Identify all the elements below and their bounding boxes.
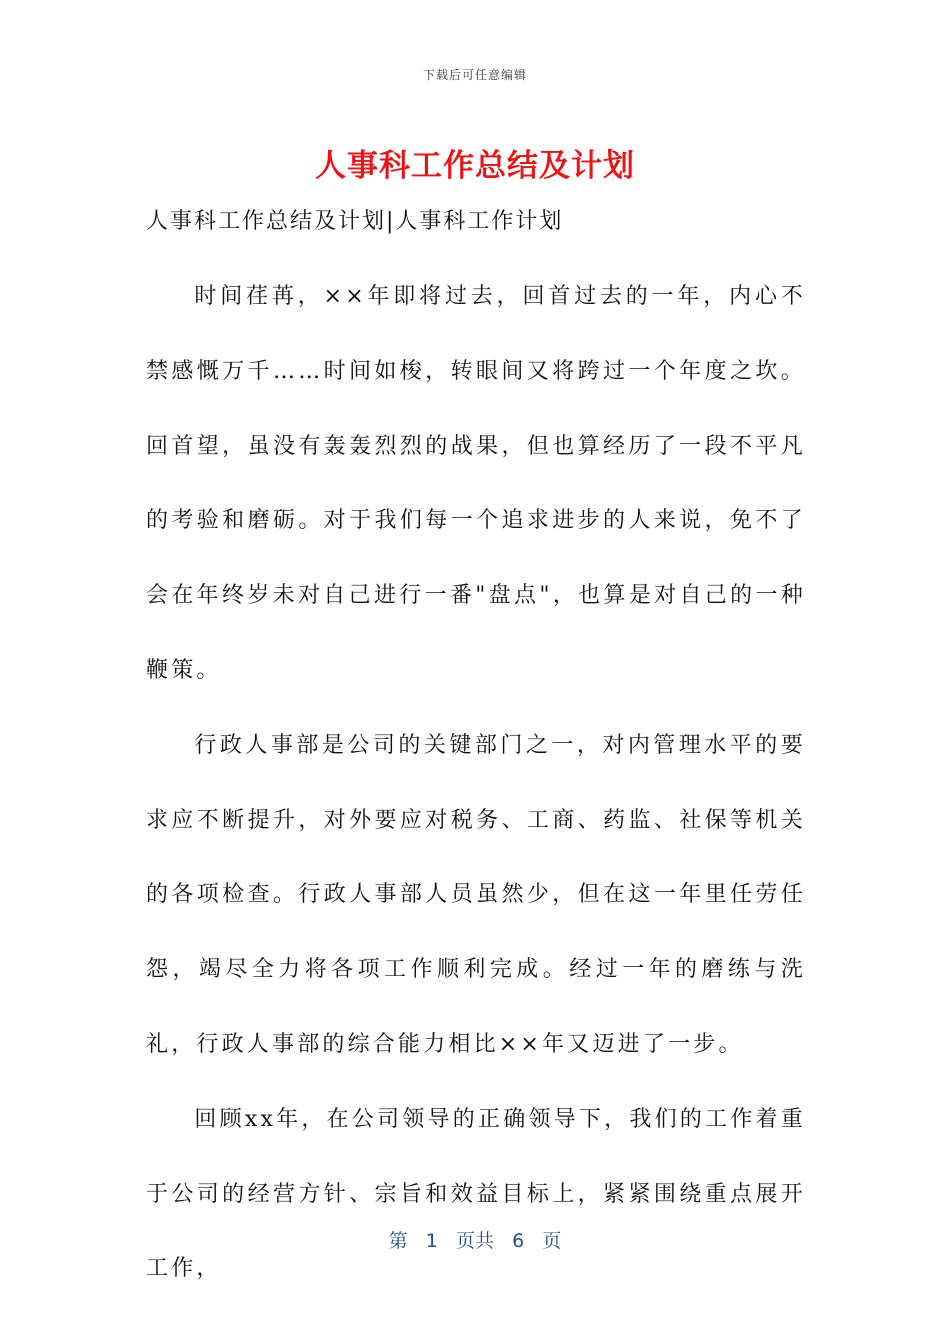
page-footer (0, 1226, 950, 1253)
footer-page-suffix: 页 (542, 1230, 562, 1252)
document-title: 人事科工作总结及计划 (315, 148, 635, 184)
paragraph-2: 行政人事部是公司的关键部门之一，对内管理水平的要求应不断提升，对外要应对税务、工商、药监、社保等机关的各项检查。行政人事部人员虽然少，但在这一年里任劳任怨，竭尽全力将各项工作顺利完成。经过一年的磨练与洗礼，行政人事部的综合能力相比××年又迈进了一步。 (146, 732, 806, 1057)
paragraph-3: 回顾xx年，在公司领导的正确领导下，我们的工作着重于公司的经营方针、宗旨和效益目标上，紧紧围绕重点展开工作， (146, 1106, 806, 1282)
document-subtitle: 人事科工作总结及计划|人事科工作计划 (146, 209, 564, 234)
footer-page-number: 1 (425, 1230, 438, 1252)
header-note: 下载后可任意编辑 (422, 68, 527, 82)
footer-page-prefix: 第 (388, 1230, 408, 1252)
paragraph-1: 时间荏苒，××年即将过去，回首过去的一年，内心不禁感慨万千……时间如梭，转眼间又将跨过一个年度之坎。回首望，虽没有轰轰烈烈的战果，但也算经历了一段不平凡的考验和磨砺。对于我们每一个追求进步的人来说，免不了会在年终岁未对自己进行一番"盘点"，也算是对自己的一种鞭策。 (146, 284, 806, 683)
footer-page-middle: 页共 (455, 1230, 494, 1252)
document-body (146, 260, 806, 1307)
footer-total-pages: 6 (512, 1230, 525, 1252)
